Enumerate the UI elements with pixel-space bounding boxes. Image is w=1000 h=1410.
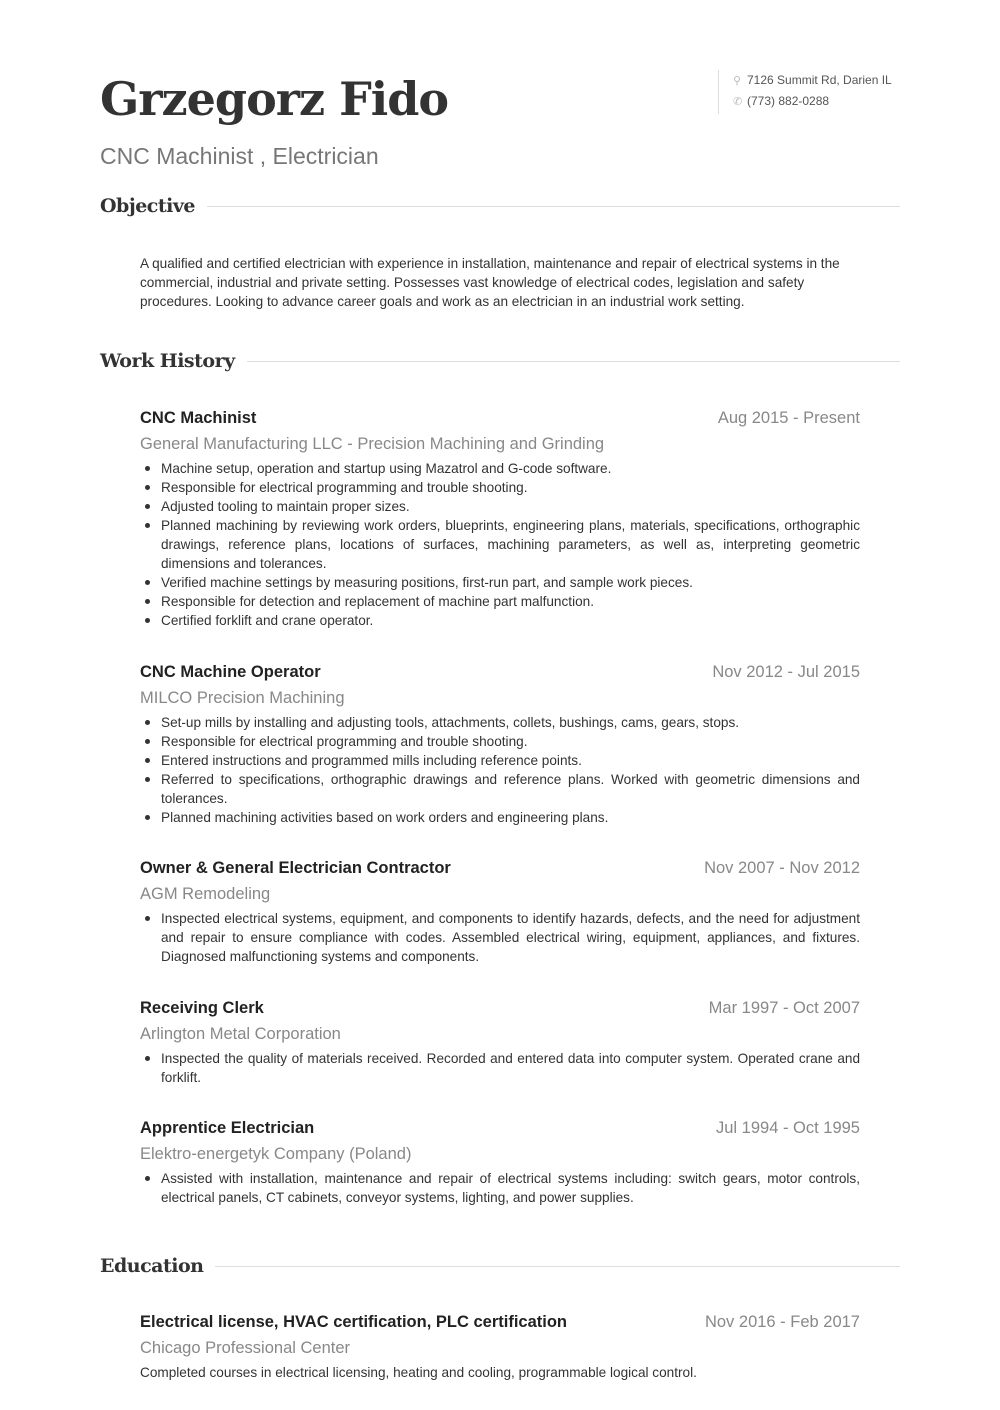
job-bullets xyxy=(140,1049,860,1087)
job-date: Aug 2015 - Present xyxy=(717,409,860,427)
list-item: Inspected the quality of materials received. Recorded and entered data into computer system. Operated crane and forklift. xyxy=(140,1049,860,1087)
contact-info xyxy=(718,70,892,114)
job-title: Owner & General Electrician Contractor xyxy=(140,859,451,877)
candidate-title: CNC Machinist , Electrician xyxy=(100,143,379,169)
list-item: Assisted with installation, maintenance and repair of electrical systems including: switch gears, motor controls, electrical panels, CT cabinets, conveyor systems, lighting, and power supplies. xyxy=(140,1169,860,1207)
section-heading: Education xyxy=(100,1255,204,1277)
job-title: Apprentice Electrician xyxy=(140,1119,315,1137)
address: 7126 Summit Rd, Darien IL xyxy=(747,73,892,87)
objective-text: A qualified and certified electrician with experience in installation, maintenance and repair of electrical systems in the commercial, industrial and private setting. Possesses vast knowledge of electrical codes, legislation and safety procedures. Looking to advance career goals and work as an electrician in an industrial work setting. xyxy=(140,256,840,309)
phone-icon: ✆ xyxy=(733,96,743,108)
list-item: Referred to specifications, orthographic drawings and reference plans. Worked with geometric dimensions and tolerances. xyxy=(140,770,860,808)
list-item: Planned machining by reviewing work orders, blueprints, engineering plans, materials, specifications, orthographic drawings, reference plans, locations of surfaces, machining parameters, as well as, interpreting geometric dimensions and tolerances. xyxy=(140,516,860,573)
section-education xyxy=(100,1255,900,1277)
section-objective xyxy=(100,195,900,217)
job-bullets xyxy=(140,713,860,827)
candidate-name: Grzegorz Fido xyxy=(100,72,449,126)
job-title: CNC Machine Operator xyxy=(140,663,321,681)
education-date: Nov 2016 - Feb 2017 xyxy=(704,1313,860,1331)
education-entry xyxy=(140,1313,860,1382)
list-item: Planned machining activities based on work orders and engineering plans. xyxy=(140,808,860,827)
job-title: CNC Machinist xyxy=(140,409,257,427)
list-item: Machine setup, operation and startup using Mazatrol and G-code software. xyxy=(140,459,860,478)
list-item: Adjusted tooling to maintain proper sizes. xyxy=(140,497,860,516)
list-item: Inspected electrical systems, equipment, and components to identify hazards, defects, and the need for adjustment and repair to ensure compliance with codes. Assembled electrical wiring, equipment, appliances, and fixtures. Diagnosed malfunctioning systems and components. xyxy=(140,909,860,966)
list-item: Responsible for detection and replacement of machine part malfunction. xyxy=(140,592,860,611)
list-item: Responsible for electrical programming and trouble shooting. xyxy=(140,732,860,751)
education-title: Electrical license, HVAC certification, PLC certification xyxy=(140,1313,567,1331)
job-date: Mar 1997 - Oct 2007 xyxy=(708,999,860,1017)
phone: (773) 882-0288 xyxy=(747,94,830,108)
section-work-history xyxy=(100,350,900,372)
list-item: Certified forklift and crane operator. xyxy=(140,611,860,630)
section-heading: Work History xyxy=(100,350,235,372)
job-entry xyxy=(140,409,860,630)
job-date: Nov 2012 - Jul 2015 xyxy=(712,663,860,681)
school-name: Chicago Professional Center xyxy=(140,1339,351,1357)
company-name: Elektro-energetyk Company (Poland) xyxy=(140,1145,412,1163)
job-entry xyxy=(140,1119,860,1207)
job-title: Receiving Clerk xyxy=(140,999,264,1017)
job-entry xyxy=(140,999,860,1087)
list-item: Responsible for electrical programming and trouble shooting. xyxy=(140,478,860,497)
company-name: Arlington Metal Corporation xyxy=(140,1025,341,1043)
job-date: Nov 2007 - Nov 2012 xyxy=(704,859,860,877)
divider xyxy=(247,361,900,362)
company-name: AGM Remodeling xyxy=(140,885,271,903)
job-bullets xyxy=(140,909,860,966)
company-name: General Manufacturing LLC - Precision Machining and Grinding xyxy=(140,435,605,453)
list-item: Entered instructions and programmed mills including reference points. xyxy=(140,751,860,770)
map-pin-icon: ⚲ xyxy=(733,75,742,87)
job-date: Jul 1994 - Oct 1995 xyxy=(715,1119,860,1137)
job-entry xyxy=(140,859,860,966)
list-item: Set-up mills by installing and adjusting tools, attachments, collets, bushings, cams, gears, stops. xyxy=(140,713,860,732)
job-entry xyxy=(140,663,860,827)
section-heading: Objective xyxy=(100,195,195,217)
divider xyxy=(215,1266,900,1267)
education-description: Completed courses in electrical licensing, heating and cooling, programmable logical control. xyxy=(140,1365,697,1380)
job-bullets xyxy=(140,1169,860,1207)
company-name: MILCO Precision Machining xyxy=(140,689,345,707)
list-item: Verified machine settings by measuring positions, first-run part, and sample work pieces. xyxy=(140,573,860,592)
job-bullets xyxy=(140,459,860,630)
divider xyxy=(207,206,900,207)
